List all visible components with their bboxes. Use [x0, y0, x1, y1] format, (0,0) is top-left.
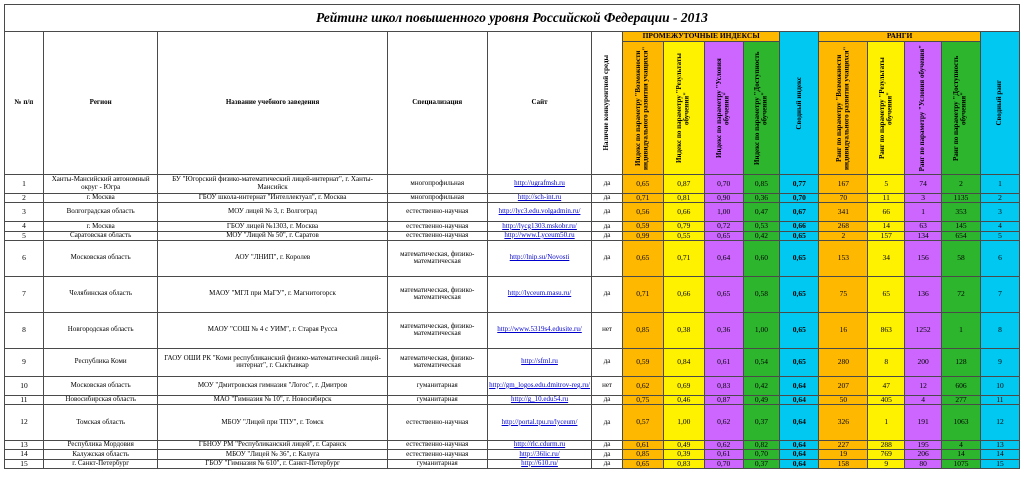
row-rank-possibility: 16	[819, 312, 868, 348]
row-competition: да	[592, 194, 623, 203]
row-summary-rank: 8	[980, 312, 1019, 348]
row-rank-results: 66	[868, 203, 905, 222]
row-idx-access: 0,53	[743, 222, 780, 231]
row-region: Калужская область	[43, 450, 158, 459]
header-rank-access: Ранг по параметру "Доступность обучения"	[942, 42, 981, 175]
row-num: 7	[5, 276, 44, 312]
row-rank-conditions: 136	[905, 276, 942, 312]
row-competition: да	[592, 231, 623, 240]
row-rank-access: 1135	[942, 194, 981, 203]
row-summary-index: 0,77	[780, 175, 819, 194]
row-site-link[interactable]: http://36lic.ru/	[487, 450, 591, 459]
rating-table	[4, 4, 1020, 469]
row-rank-access: 353	[942, 203, 981, 222]
row-rank-possibility: 268	[819, 222, 868, 231]
row-school-name: МОУ "Лицей № 50", г. Саратов	[158, 231, 387, 240]
row-rank-results: 863	[868, 312, 905, 348]
row-summary-index: 0,66	[780, 222, 819, 231]
row-competition: да	[592, 276, 623, 312]
header-group-ranks: РАНГИ	[819, 32, 981, 42]
row-competition: нет	[592, 312, 623, 348]
row-specialization: естественно-научная	[387, 203, 487, 222]
row-rank-access: 72	[942, 276, 981, 312]
row-idx-possibility: 0,85	[622, 450, 663, 459]
row-competition: да	[592, 459, 623, 468]
row-rank-possibility: 19	[819, 450, 868, 459]
row-summary-rank: 1	[980, 175, 1019, 194]
row-num: 13	[5, 441, 44, 450]
header-spec: Специализация	[387, 32, 487, 175]
row-rank-possibility: 70	[819, 194, 868, 203]
row-summary-rank: 14	[980, 450, 1019, 459]
row-rank-conditions: 206	[905, 450, 942, 459]
row-summary-index: 0,64	[780, 395, 819, 404]
row-rank-results: 8	[868, 348, 905, 376]
row-rank-possibility: 280	[819, 348, 868, 376]
row-summary-rank: 4	[980, 222, 1019, 231]
row-idx-conditions: 0,61	[704, 450, 743, 459]
row-rank-possibility: 158	[819, 459, 868, 468]
row-idx-access: 0,60	[743, 240, 780, 276]
row-idx-access: 0,47	[743, 203, 780, 222]
row-rank-possibility: 341	[819, 203, 868, 222]
table-row	[5, 276, 1020, 312]
row-idx-possibility: 0,71	[622, 276, 663, 312]
table-row	[5, 395, 1020, 404]
row-idx-possibility: 0,65	[622, 240, 663, 276]
row-school-name: АОУ "ЛНИП", г. Королев	[158, 240, 387, 276]
table-row	[5, 376, 1020, 395]
row-idx-results: 0,66	[663, 203, 704, 222]
row-idx-conditions: 0,90	[704, 194, 743, 203]
row-summary-index: 0,64	[780, 459, 819, 468]
row-idx-conditions: 0,64	[704, 240, 743, 276]
row-site-link[interactable]: http://sfml.ru	[487, 348, 591, 376]
row-idx-results: 0,81	[663, 194, 704, 203]
row-rank-conditions: 134	[905, 231, 942, 240]
row-idx-results: 0,79	[663, 222, 704, 231]
row-summary-index: 0,64	[780, 450, 819, 459]
row-rank-access: 606	[942, 376, 981, 395]
row-region: Саратовская область	[43, 231, 158, 240]
row-idx-conditions: 0,83	[704, 376, 743, 395]
row-region: г. Москва	[43, 222, 158, 231]
row-idx-results: 0,87	[663, 175, 704, 194]
row-summary-rank: 11	[980, 395, 1019, 404]
header-rank-possibility: Ранг по параметру "Возможности индивидуального развития учащихся"	[819, 42, 868, 175]
row-site-link[interactable]: http://www.5319s4.edusite.ru/	[487, 312, 591, 348]
row-school-name: ГАОУ ОШИ РК "Коми республиканский физико-математический лицей-интернат", г. Сыктывкар	[158, 348, 387, 376]
row-region: г. Москва	[43, 194, 158, 203]
row-rank-conditions: 1252	[905, 312, 942, 348]
row-school-name: ГБОУ "Гимназия № 610", г. Санкт-Петербург	[158, 459, 387, 468]
row-school-name: БУ "Югорский физико-математический лицей-интернат", г. Ханты-Мансийск	[158, 175, 387, 194]
table-row	[5, 194, 1020, 203]
row-summary-rank: 12	[980, 405, 1019, 441]
row-site-link[interactable]: http://lyc3.edu.volgadmin.ru/	[487, 203, 591, 222]
row-idx-access: 0,37	[743, 405, 780, 441]
row-idx-results: 0,84	[663, 348, 704, 376]
row-summary-rank: 2	[980, 194, 1019, 203]
row-specialization: гуманитарная	[387, 395, 487, 404]
table-row	[5, 312, 1020, 348]
row-rank-results: 157	[868, 231, 905, 240]
row-rank-conditions: 1	[905, 203, 942, 222]
row-competition: да	[592, 222, 623, 231]
row-rank-access: 1	[942, 312, 981, 348]
row-idx-access: 0,49	[743, 395, 780, 404]
row-competition: да	[592, 203, 623, 222]
row-competition: да	[592, 450, 623, 459]
row-summary-index: 0,64	[780, 376, 819, 395]
row-idx-possibility: 0,57	[622, 405, 663, 441]
row-rank-possibility: 153	[819, 240, 868, 276]
row-site-link[interactable]: http://lnip.su/Novosti	[487, 240, 591, 276]
row-num: 8	[5, 312, 44, 348]
row-summary-rank: 13	[980, 441, 1019, 450]
row-specialization: естественно-научная	[387, 441, 487, 450]
row-summary-rank: 15	[980, 459, 1019, 468]
row-specialization: гуманитарная	[387, 459, 487, 468]
row-rank-possibility: 75	[819, 276, 868, 312]
row-idx-results: 0,66	[663, 276, 704, 312]
row-num: 11	[5, 395, 44, 404]
row-school-name: МОУ "Дмитровская гимназия "Логос", г. Дмитров	[158, 376, 387, 395]
row-idx-conditions: 0,65	[704, 231, 743, 240]
row-specialization: естественно-научная	[387, 222, 487, 231]
row-rank-results: 5	[868, 175, 905, 194]
header-rank-conditions: Ранг по параметру "Условия обучения"	[905, 42, 942, 175]
table-row	[5, 175, 1020, 194]
row-school-name: ГБОУ школа-интернат "Интеллектуал", г. Москва	[158, 194, 387, 203]
row-rank-possibility: 50	[819, 395, 868, 404]
row-competition: да	[592, 405, 623, 441]
row-site-link[interactable]: http://g_10.edu54.ru	[487, 395, 591, 404]
row-rank-access: 58	[942, 240, 981, 276]
row-num: 9	[5, 348, 44, 376]
row-idx-conditions: 0,72	[704, 222, 743, 231]
row-site-link[interactable]: http://ugrafmsh.ru	[487, 175, 591, 194]
row-school-name: МАОУ "СОШ № 4 с УИМ", г. Старая Русса	[158, 312, 387, 348]
header-idx-results: Индекс по параметру "Результаты обучения"	[663, 42, 704, 175]
row-specialization: естественно-научная	[387, 450, 487, 459]
row-idx-results: 0,83	[663, 459, 704, 468]
row-rank-possibility: 207	[819, 376, 868, 395]
row-site-link[interactable]: http://www.Lyceum50.ru	[487, 231, 591, 240]
row-rank-access: 1075	[942, 459, 981, 468]
header-group-indexes: ПРОМЕЖУТОЧНЫЕ ИНДЕКСЫ	[622, 32, 780, 42]
row-site-link[interactable]: http://lyceum.masu.ru/	[487, 276, 591, 312]
row-summary-index: 0,64	[780, 441, 819, 450]
row-rank-results: 34	[868, 240, 905, 276]
row-site-link[interactable]: http://portal.tpu.ru/lyceum/	[487, 405, 591, 441]
row-rank-results: 65	[868, 276, 905, 312]
table-row	[5, 405, 1020, 441]
header-name: Название учебного заведения	[158, 32, 387, 175]
row-region: Новосибирская область	[43, 395, 158, 404]
row-competition: нет	[592, 376, 623, 395]
table-body	[5, 175, 1020, 469]
row-competition: да	[592, 395, 623, 404]
row-rank-conditions: 191	[905, 405, 942, 441]
row-site-link[interactable]: http://sch-int.ru	[487, 194, 591, 203]
row-rank-access: 4	[942, 441, 981, 450]
row-idx-access: 0,42	[743, 376, 780, 395]
row-rank-possibility: 2	[819, 231, 868, 240]
table-row	[5, 203, 1020, 222]
row-rank-results: 47	[868, 376, 905, 395]
row-summary-rank: 6	[980, 240, 1019, 276]
header-summary-rank: Сводный ранг	[980, 32, 1019, 175]
row-rank-conditions: 3	[905, 194, 942, 203]
row-idx-access: 0,85	[743, 175, 780, 194]
row-rank-access: 14	[942, 450, 981, 459]
row-idx-conditions: 0,70	[704, 175, 743, 194]
row-idx-possibility: 0,62	[622, 376, 663, 395]
table-row	[5, 348, 1020, 376]
header-idx-access: Индекс по параметру "Доступность обучения"	[743, 42, 780, 175]
row-num: 6	[5, 240, 44, 276]
row-site-link[interactable]: http://rlc.cdurm.ru	[487, 441, 591, 450]
row-rank-conditions: 156	[905, 240, 942, 276]
row-summary-index: 0,70	[780, 194, 819, 203]
row-num: 3	[5, 203, 44, 222]
row-rank-possibility: 167	[819, 175, 868, 194]
row-site-link[interactable]: http://gm_logos.edu.dmitrov-reg.ru/	[487, 376, 591, 395]
row-idx-possibility: 0,56	[622, 203, 663, 222]
row-summary-index: 0,65	[780, 348, 819, 376]
row-idx-results: 0,39	[663, 450, 704, 459]
row-idx-conditions: 0,87	[704, 395, 743, 404]
row-school-name: МАО "Гимназия № 10", г. Новосибирск	[158, 395, 387, 404]
row-specialization: естественно-научная	[387, 405, 487, 441]
header-num: № п/п	[5, 32, 44, 175]
row-school-name: МОУ лицей № 3, г. Волгоград	[158, 203, 387, 222]
row-school-name: МАОУ "МГЛ при МаГУ", г. Магнитогорск	[158, 276, 387, 312]
row-num: 10	[5, 376, 44, 395]
row-idx-access: 0,54	[743, 348, 780, 376]
header-region: Регион	[43, 32, 158, 175]
table-row	[5, 450, 1020, 459]
row-region: Московская область	[43, 240, 158, 276]
row-idx-access: 0,36	[743, 194, 780, 203]
header-site: Сайт	[487, 32, 591, 175]
row-rank-access: 1063	[942, 405, 981, 441]
row-idx-possibility: 0,71	[622, 194, 663, 203]
row-rank-results: 405	[868, 395, 905, 404]
row-rank-results: 288	[868, 441, 905, 450]
row-idx-results: 0,55	[663, 231, 704, 240]
row-idx-results: 0,71	[663, 240, 704, 276]
row-rank-access: 654	[942, 231, 981, 240]
row-summary-rank: 9	[980, 348, 1019, 376]
row-idx-results: 0,69	[663, 376, 704, 395]
row-idx-results: 0,38	[663, 312, 704, 348]
row-idx-possibility: 0,65	[622, 459, 663, 468]
row-idx-access: 0,58	[743, 276, 780, 312]
row-idx-conditions: 0,36	[704, 312, 743, 348]
row-num: 1	[5, 175, 44, 194]
row-idx-conditions: 0,70	[704, 459, 743, 468]
table-row	[5, 222, 1020, 231]
row-rank-conditions: 200	[905, 348, 942, 376]
table-row	[5, 231, 1020, 240]
row-rank-conditions: 80	[905, 459, 942, 468]
row-school-name: МБОУ "Лицей при ТПУ", г. Томск	[158, 405, 387, 441]
row-rank-access: 2	[942, 175, 981, 194]
row-idx-possibility: 0,75	[622, 395, 663, 404]
row-rank-access: 145	[942, 222, 981, 231]
row-summary-index: 0,65	[780, 276, 819, 312]
row-competition: да	[592, 441, 623, 450]
row-specialization: математическая, физико-математическая	[387, 348, 487, 376]
row-idx-results: 0,49	[663, 441, 704, 450]
row-rank-conditions: 195	[905, 441, 942, 450]
row-specialization: многопрофильная	[387, 175, 487, 194]
rating-table-container	[4, 4, 1020, 469]
row-rank-access: 128	[942, 348, 981, 376]
row-competition: да	[592, 240, 623, 276]
row-specialization: многопрофильная	[387, 194, 487, 203]
row-idx-access: 0,37	[743, 459, 780, 468]
row-idx-access: 0,82	[743, 441, 780, 450]
row-rank-results: 1	[868, 405, 905, 441]
row-specialization: гуманитарная	[387, 376, 487, 395]
row-idx-results: 1,00	[663, 405, 704, 441]
row-idx-access: 1,00	[743, 312, 780, 348]
row-school-name: ГБОУ лицей №1303, г. Москва	[158, 222, 387, 231]
row-region: Республика Коми	[43, 348, 158, 376]
row-specialization: математическая, физико-математическая	[387, 312, 487, 348]
row-idx-conditions: 0,62	[704, 441, 743, 450]
row-idx-possibility: 0,85	[622, 312, 663, 348]
header-rank-results: Ранг по параметру "Результаты обучения"	[868, 42, 905, 175]
row-idx-conditions: 0,61	[704, 348, 743, 376]
row-idx-access: 0,70	[743, 450, 780, 459]
row-rank-possibility: 227	[819, 441, 868, 450]
header-summary-index: Сводный индекс	[780, 32, 819, 175]
row-summary-rank: 5	[980, 231, 1019, 240]
row-region: Волгоградская область	[43, 203, 158, 222]
row-competition: да	[592, 348, 623, 376]
row-site-link[interactable]: http://lycg1303.mskobr.ru/	[487, 222, 591, 231]
row-summary-index: 0,64	[780, 405, 819, 441]
row-rank-possibility: 326	[819, 405, 868, 441]
row-idx-results: 0,46	[663, 395, 704, 404]
row-num: 12	[5, 405, 44, 441]
row-idx-possibility: 0,59	[622, 348, 663, 376]
row-summary-index: 0,65	[780, 240, 819, 276]
row-rank-conditions: 12	[905, 376, 942, 395]
row-specialization: математическая, физико-математическая	[387, 240, 487, 276]
row-specialization: естественно-научная	[387, 231, 487, 240]
row-num: 14	[5, 450, 44, 459]
row-summary-index: 0,67	[780, 203, 819, 222]
row-num: 15	[5, 459, 44, 468]
row-rank-conditions: 74	[905, 175, 942, 194]
row-rank-results: 14	[868, 222, 905, 231]
page-title: Рейтинг школ повышенного уровня Российской Федерации - 2013	[5, 5, 1020, 32]
row-specialization: математическая, физико-математическая	[387, 276, 487, 312]
row-school-name: ГБНОУ РМ "Республиканский лицей", г. Саранск	[158, 441, 387, 450]
row-rank-conditions: 63	[905, 222, 942, 231]
row-summary-index: 0,65	[780, 231, 819, 240]
row-region: Новгородская область	[43, 312, 158, 348]
row-idx-conditions: 0,62	[704, 405, 743, 441]
row-idx-conditions: 0,65	[704, 276, 743, 312]
row-num: 4	[5, 222, 44, 231]
row-region: Томская область	[43, 405, 158, 441]
row-region: Ханты-Мансийский автономный округ - Югра	[43, 175, 158, 194]
row-rank-access: 277	[942, 395, 981, 404]
row-competition: да	[592, 175, 623, 194]
row-num: 2	[5, 194, 44, 203]
row-rank-results: 11	[868, 194, 905, 203]
row-region: Челябинская область	[43, 276, 158, 312]
row-site-link[interactable]: http://610.ru/	[487, 459, 591, 468]
header-idx-conditions: Индекс по параметру "Условия обучения"	[704, 42, 743, 175]
header-competition: Наличие конкурентной среды	[592, 32, 623, 175]
row-summary-index: 0,65	[780, 312, 819, 348]
row-rank-conditions: 4	[905, 395, 942, 404]
row-num: 5	[5, 231, 44, 240]
row-idx-possibility: 0,61	[622, 441, 663, 450]
row-idx-possibility: 0,59	[622, 222, 663, 231]
row-summary-rank: 3	[980, 203, 1019, 222]
table-row	[5, 459, 1020, 468]
table-row	[5, 240, 1020, 276]
row-summary-rank: 7	[980, 276, 1019, 312]
row-idx-conditions: 1,00	[704, 203, 743, 222]
row-idx-possibility: 0,65	[622, 175, 663, 194]
row-region: г. Санкт-Петербург	[43, 459, 158, 468]
row-region: Московская область	[43, 376, 158, 395]
header-idx-possibility: Индекс по параметру "Возможности индивидуального развития учащихся"	[622, 42, 663, 175]
row-idx-possibility: 0,99	[622, 231, 663, 240]
row-summary-rank: 10	[980, 376, 1019, 395]
row-rank-results: 9	[868, 459, 905, 468]
row-idx-access: 0,42	[743, 231, 780, 240]
row-school-name: МБОУ "Лицей № 36", г. Калуга	[158, 450, 387, 459]
row-rank-results: 769	[868, 450, 905, 459]
table-row	[5, 441, 1020, 450]
row-region: Республика Мордовия	[43, 441, 158, 450]
